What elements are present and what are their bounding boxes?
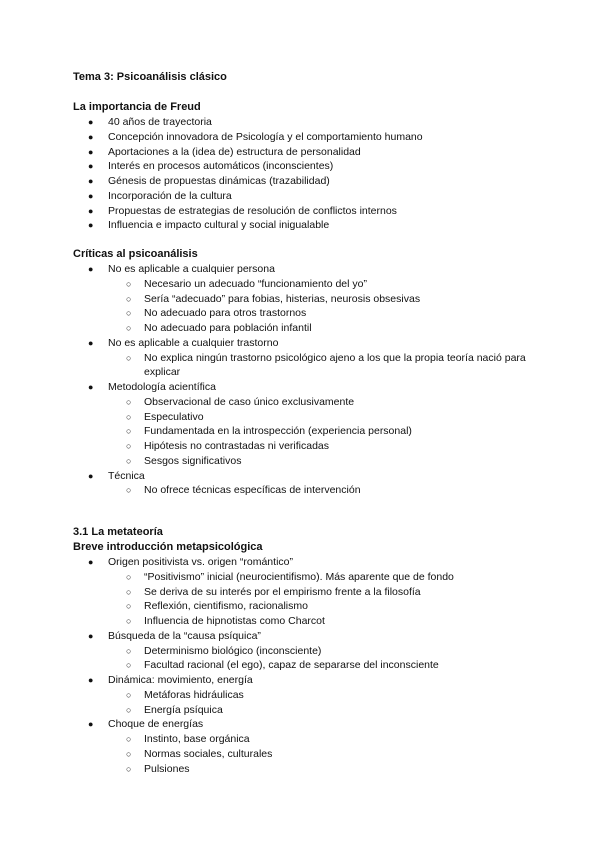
list-item: ● Origen positivista vs. origen “romántico” ○ “Positivismo” inicial (neurocientifismo). Más aparente que de fondo ○ Se deriva de su interés por el empirismo frente a la filosofía ○ Reflexión, cientifismo, racionalismo ○ Influencia de hipnotistas como Charcot [0, 555, 600, 629]
sublist-item: ○ Energía psíquica [126, 703, 223, 716]
sublist-item: ○ “Positivismo” inicial (neurocientifismo). Más aparente que de fondo [126, 570, 454, 583]
circle-bullet-icon: ○ [126, 455, 132, 466]
circle-bullet-icon: ○ [126, 616, 132, 626]
bullet-icon: ● [88, 557, 94, 567]
metateoria-list [0, 555, 600, 776]
sublist-item: ○ Influencia de hipnotistas como Charcot [126, 615, 325, 627]
list-item: ● Propuestas de estrategias de resolución de conflictos internos [88, 204, 397, 217]
bullet-icon: ● [88, 470, 94, 481]
bullet-icon: ● [88, 205, 94, 216]
document-title: Tema 3: Psicoanálisis clásico [73, 71, 227, 83]
circle-bullet-icon: ○ [126, 411, 132, 422]
bullet-icon: ● [88, 264, 94, 274]
circle-bullet-icon: ○ [126, 763, 132, 774]
sublist-item: ○ Reflexión, cientifismo, racionalismo [126, 600, 308, 613]
bullet-icon: ● [88, 117, 94, 127]
sublist-item: ○ Metáforas hidráulicas [126, 688, 244, 701]
circle-bullet-icon: ○ [126, 601, 132, 612]
sublist-item: ○ Especulativo [126, 410, 204, 423]
circle-bullet-icon: ○ [126, 441, 132, 451]
section-heading-freud: La importancia de Freud [73, 101, 201, 113]
sublist-item: ○ Hipótesis no contrastadas ni verificadas [126, 440, 330, 452]
sublist-item: ○ Normas sociales, culturales [126, 747, 273, 760]
list-item: ● Técnica ○ No ofrece técnicas específicas de intervención [0, 469, 600, 499]
circle-bullet-icon: ○ [126, 645, 132, 656]
list-item: ● Choque de energías ○ Instinto, base orgánica ○ Normas sociales, culturales ○ Pulsiones [0, 717, 600, 776]
bullet-icon: ● [88, 176, 94, 186]
sublist-item: ○ Pulsiones [126, 762, 190, 775]
sublist [108, 351, 600, 381]
bullet-icon: ● [88, 675, 94, 685]
sublist-item: ○ Instinto, base orgánica [126, 733, 250, 745]
sublist-item: ○ Facultad racional (el ego), capaz de separarse del inconsciente [126, 659, 439, 672]
circle-bullet-icon: ○ [126, 704, 132, 715]
section-heading-metateoria: 3.1 La metateoría [73, 526, 163, 538]
list-item: ● Influencia e impacto cultural y social inigualable [88, 219, 330, 232]
bullet-icon: ● [88, 382, 94, 392]
circle-bullet-icon: ○ [126, 426, 132, 437]
sublist [108, 688, 600, 718]
section-subheading-metapsicologica: Breve introducción metapsicológica [73, 541, 263, 553]
circle-bullet-icon: ○ [126, 571, 132, 582]
sublist-item: ○ No ofrece técnicas específicas de intervención [126, 484, 361, 497]
circle-bullet-icon: ○ [126, 689, 132, 700]
bullet-icon: ● [88, 719, 94, 730]
sublist [108, 483, 600, 498]
list-item: ● Concepción innovadora de Psicología y el comportamiento humano [88, 130, 423, 143]
list-item: ● Dinámica: movimiento, energía ○ Metáforas hidráulicas ○ Energía psíquica [0, 673, 600, 717]
list-item: ● Incorporación de la cultura [88, 189, 232, 202]
bullet-icon: ● [88, 161, 94, 172]
list-item: ● No es aplicable a cualquier trastorno ○ No explica ningún trastorno psicológico ajeno a los que la propia teoría nació para explicar [0, 336, 600, 380]
sublist [108, 732, 600, 776]
circle-bullet-icon: ○ [126, 485, 132, 496]
list-item: ● 40 años de trayectoria [88, 116, 212, 128]
section-heading-criticas: Críticas al psicoanálisis [73, 248, 198, 260]
sublist-item: ○ Sesgos significativos [126, 454, 242, 467]
bullet-icon: ● [88, 220, 94, 231]
bullet-icon: ● [88, 630, 94, 641]
list-item: ● Interés en procesos automáticos (inconscientes) [88, 160, 334, 173]
criticas-list [0, 262, 600, 498]
circle-bullet-icon: ○ [126, 734, 132, 744]
sublist-item: ○ Necesario un adecuado “funcionamiento del yo” [126, 277, 367, 290]
list-item: ● Génesis de propuestas dinámicas (trazabilidad) [88, 175, 330, 187]
sublist-item: ○ No explica ningún trastorno psicológico ajeno a los que la propia teoría nació para explicar [126, 351, 526, 379]
bullet-icon: ● [88, 337, 94, 348]
list-item: ● Búsqueda de la “causa psíquica” ○ Determinismo biológico (inconsciente) ○ Facultad racional (el ego), capaz de separarse del inconsciente [0, 629, 600, 673]
circle-bullet-icon: ○ [126, 278, 132, 289]
list-item: ● No es aplicable a cualquier persona ○ Necesario un adecuado “funcionamiento del yo” ○ Sería “adecuado” para fobias, histerias, neurosis obsesivas ○ No adecuado para otros trastornos ○ No adecuado para población infantil [0, 262, 600, 336]
sublist-item: ○ Se deriva de su interés por el empirismo frente a la filosofía [126, 585, 421, 598]
sublist-item: ○ Determinismo biológico (inconsciente) [126, 644, 322, 657]
circle-bullet-icon: ○ [126, 660, 132, 671]
sublist-item: ○ No adecuado para otros trastornos [126, 307, 307, 320]
sublist-item: ○ No adecuado para población infantil [126, 322, 312, 334]
circle-bullet-icon: ○ [126, 323, 132, 333]
circle-bullet-icon: ○ [126, 293, 132, 304]
sublist [108, 395, 600, 469]
sublist-item: ○ Fundamentada en la introspección (experiencia personal) [126, 425, 412, 438]
circle-bullet-icon: ○ [126, 308, 132, 319]
list-item: ● Aportaciones a la (idea de) estructura de personalidad [88, 145, 361, 158]
sublist [108, 644, 600, 674]
freud-list [0, 115, 600, 233]
list-item: ● Metodología acientífica ○ Observacional de caso único exclusivamente ○ Especulativo ○ Fundamentada en la introspección (experiencia personal) ○ Hipótesis no contrastadas ni verificadas ○ Sesgos significativos [0, 380, 600, 469]
circle-bullet-icon: ○ [126, 586, 132, 597]
circle-bullet-icon: ○ [126, 352, 132, 363]
sublist [108, 277, 600, 336]
bullet-icon: ● [88, 190, 94, 201]
bullet-icon: ● [88, 131, 94, 142]
circle-bullet-icon: ○ [126, 748, 132, 759]
sublist [108, 570, 600, 629]
sublist-item: ○ Sería “adecuado” para fobias, histerias, neurosis obsesivas [126, 292, 421, 305]
bullet-icon: ● [88, 146, 94, 157]
circle-bullet-icon: ○ [126, 396, 132, 407]
sublist-item: ○ Observacional de caso único exclusivamente [126, 395, 355, 408]
